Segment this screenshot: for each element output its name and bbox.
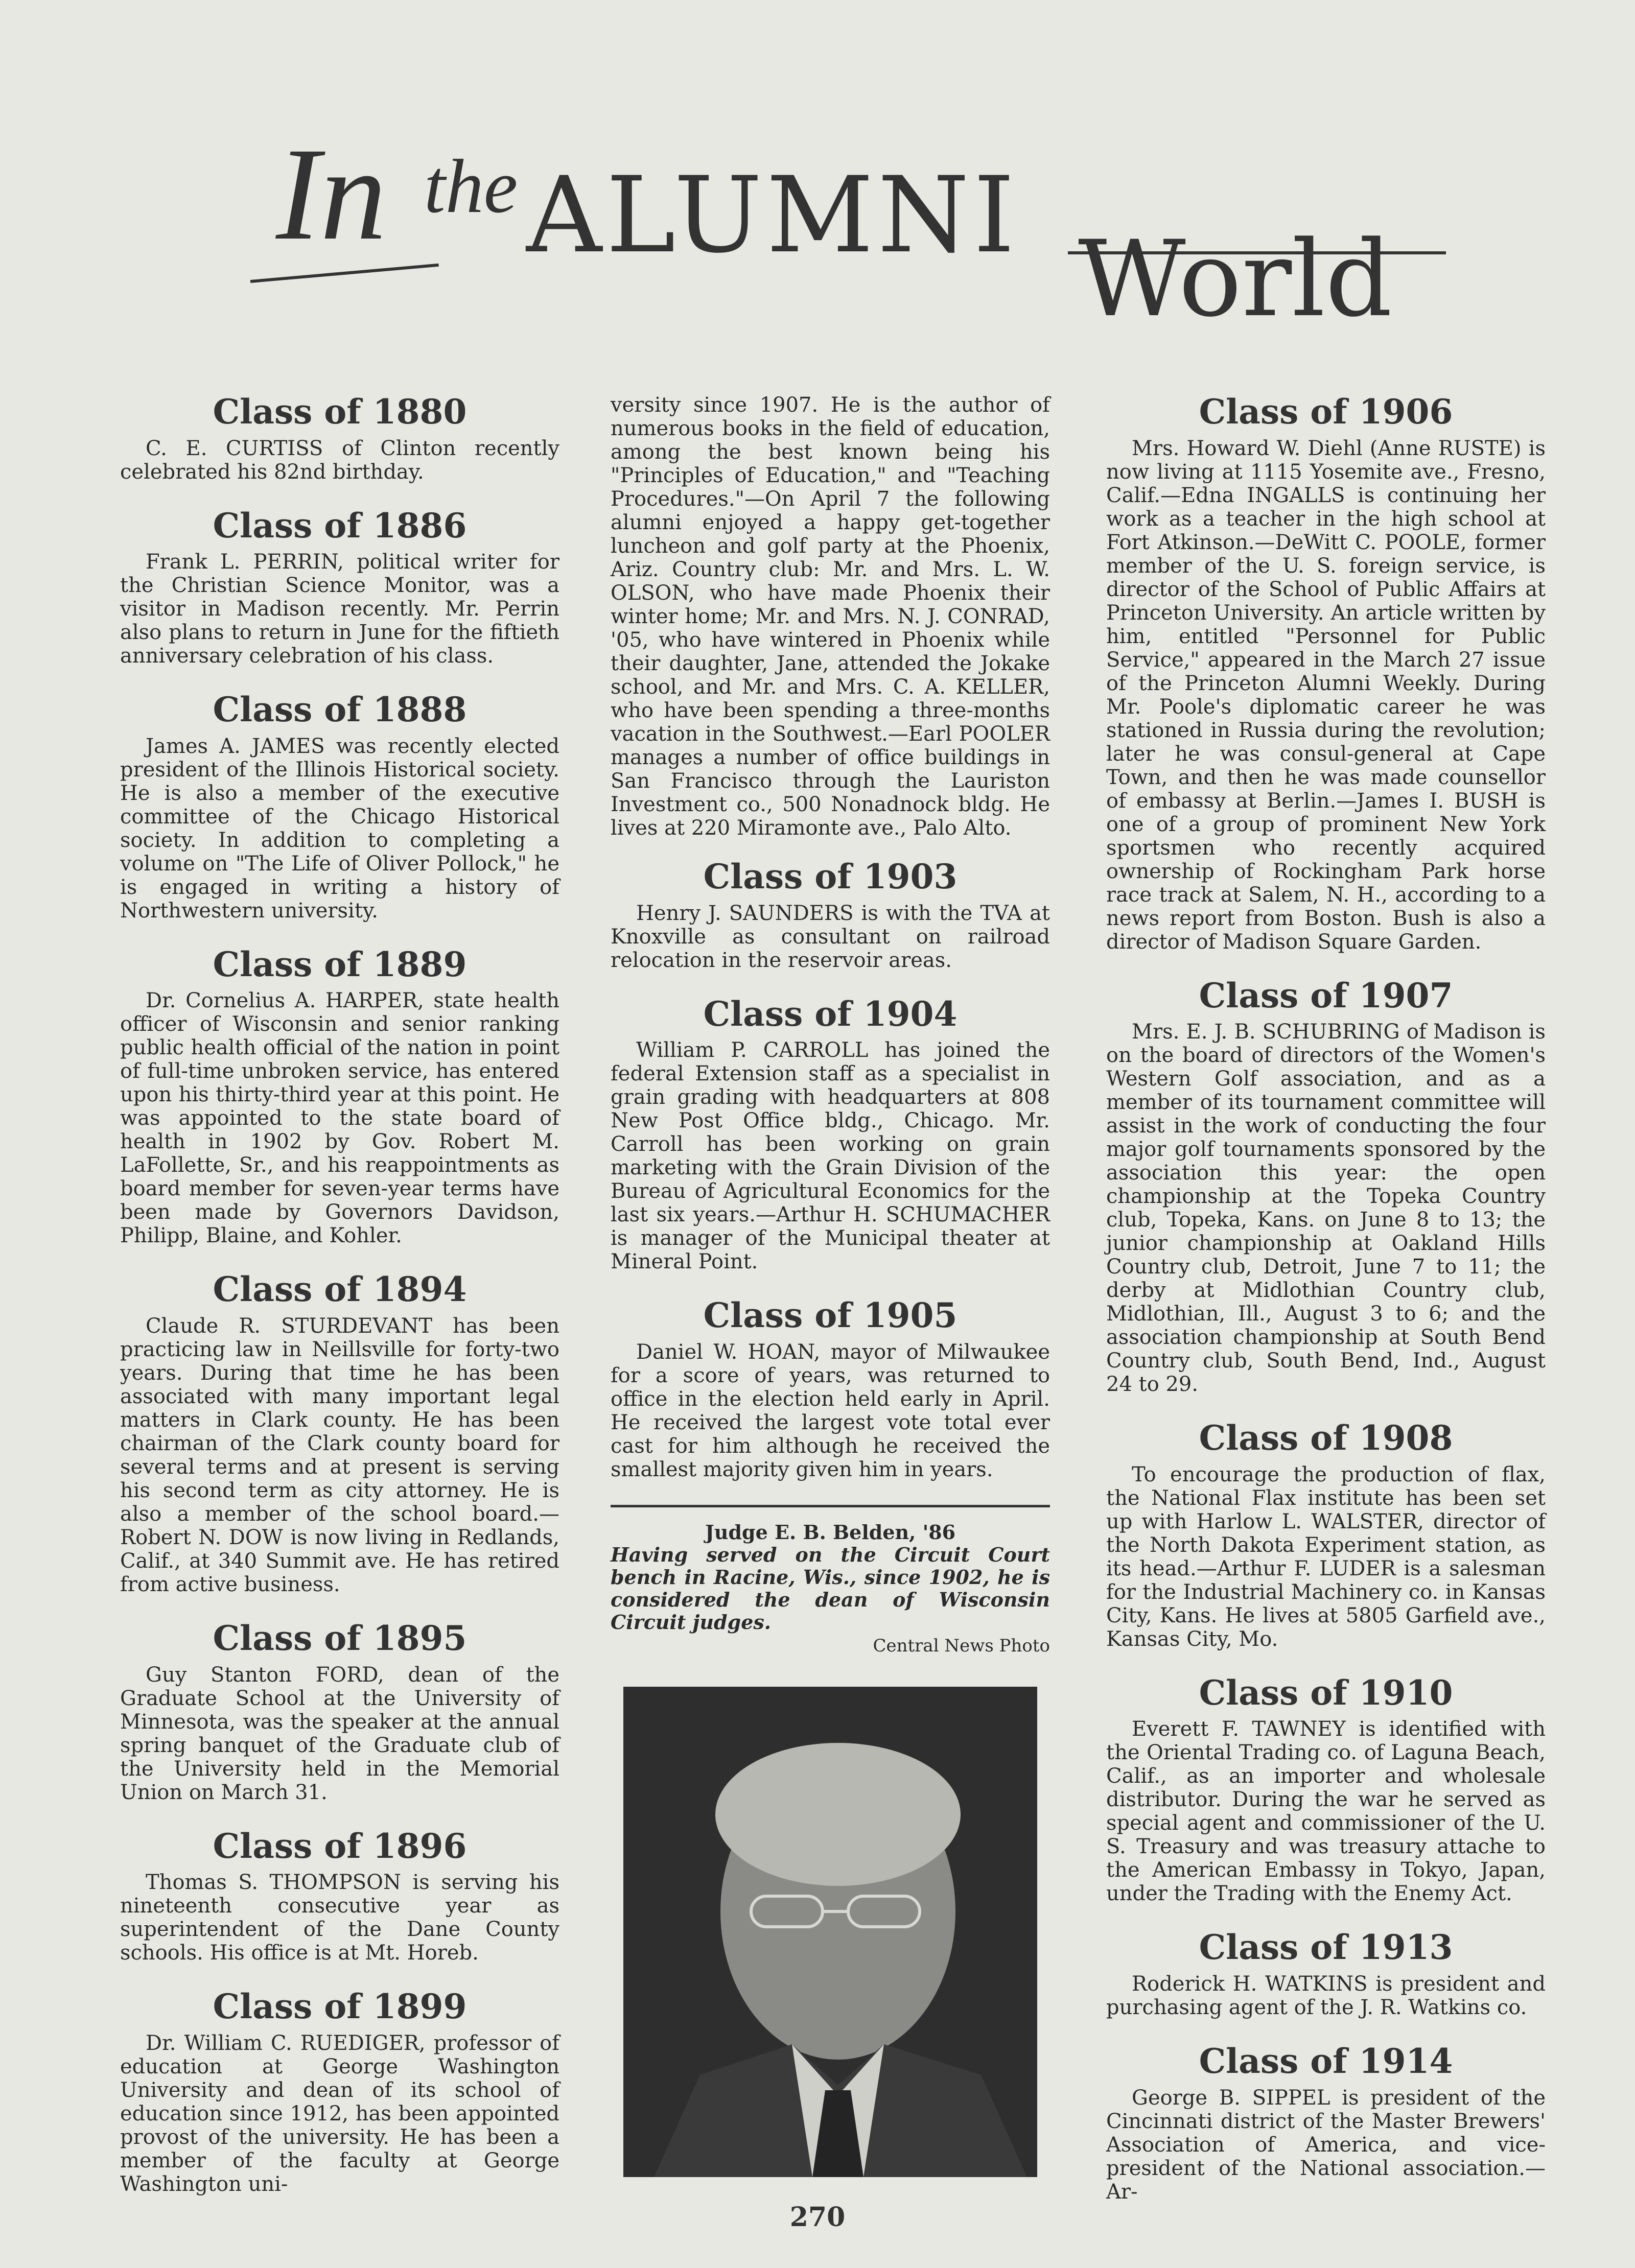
class-note: To encourage the production of flax, the National Flax institute has been set up with Harlow L. WALSTER, director of the North Dakota Experiment station, as its head.—Arthur F. LUDER is a salesman for the Industrial Machinery co. in Kansas City, Kans. He lives at 5805 Garfield ave., Kansas City, Mo. [1106,1462,1546,1651]
masthead-alumni: ALUMNI [526,155,1019,276]
class-note: Daniel W. HOAN, mayor of Milwaukee for a score of years, was returned to office in the election held early in April. He received the largest vote total ever cast for him although he received the smallest majority given him in years. [611,1340,1050,1481]
class-note: Henry J. SAUNDERS is with the TVA at Knoxville as consultant on railroad relocation in the reservoir areas. [611,901,1050,972]
class-note: Mrs. Howard W. Diehl (Anne RUSTE) is now living at 1115 Yosemite ave., Fresno, Calif.—Edna INGALLS is continuing her work as a teacher in the high school at Fort Atkinson.—DeWitt C. POOLE, former member of the U. S. foreign service, is director of the School of Public Affairs at Princeton University. An article written by him, entitled "Personnel for Public Service," appeared in the March 27 issue of the Princeton Alumni Weekly. During Mr. Poole's diplomatic career he was stationed in Russia during the revolution; later he was consul-general at Cape Town, and then he was made counsellor of embassy at Berlin.—James I. BUSH is one of a group of prominent New York sportsmen who recently acquired ownership of Rockingham Park horse race track at Salem, N. H., according to a news report from Boston. Bush is also a director of Madison Square Garden. [1106,436,1546,954]
masthead-rule [1068,251,1446,254]
class-section [1106,977,1546,1397]
class-heading: Class of 1895 [213,1618,467,1658]
class-section [120,1828,559,1965]
class-section [120,393,559,484]
class-heading: Class of 1896 [213,1826,467,1866]
class-note: Frank L. PERRIN, political writer for the Christian Science Monitor, was a visitor in Madison recently. Mr. Perrin also plans to return in June for the fiftieth anniversary celebration of his class. [120,550,559,668]
class-heading: Class of 1905 [703,1295,957,1336]
portrait-photo [623,1687,1037,2177]
class-note: Thomas S. THOMPSON is serving his nineteenth consecutive year as superintendent of the Dane County schools. His office is at Mt. Horeb. [120,1871,559,1965]
masthead [0,0,1635,358]
masthead-in: In [276,121,387,268]
class-heading: Class of 1904 [703,994,957,1034]
class-note: Guy Stanton FORD, dean of the Graduate School at the University of Minnesota, was the speaker at the annual spring banquet of the Graduate club of the University held in the Memorial Union on March 31. [120,1663,559,1804]
class-heading: Class of 1880 [213,392,467,432]
class-heading: Class of 1908 [1199,1418,1453,1458]
class-heading: Class of 1886 [213,505,467,546]
class-section [1106,2043,1546,2204]
column-middle [611,393,1050,2177]
class-heading: Class of 1907 [1199,975,1453,1015]
class-section [1106,393,1546,954]
class-heading: Class of 1888 [213,690,467,730]
class-heading: Class of 1899 [213,1987,467,2027]
photo-credit: Central News Photo [873,1635,1050,1656]
class-note: Claude R. STURDEVANT has been practicing law in Neillsville for forty-two years. During that time he has been associated with many important legal matters in Clark county. He has been chairman of the Clark county board for several terms and at present is serving his second term as city attorney. He is also a member of the school board.—Robert N. DOW is now living in Redlands, Calif., at 340 Summit ave. He has retired from active business. [120,1314,559,1596]
class-heading: Class of 1889 [213,944,467,984]
class-heading: Class of 1914 [1199,2041,1453,2081]
caption-text: Having served on the Circuit Court bench in Racine, Wis., since 1902, he is considered the dean of Wisconsin Circuit judges. [611,1543,1050,1634]
class-section [1106,1929,1546,2019]
class-section [120,507,559,668]
class-note: Dr. William C. RUEDIGER, professor of education at George Washington University and dean of its school of education since 1912, has been appointed provost of the university. He has been a member of the faculty at George Washington uni- [120,2031,559,2196]
class-section [120,1620,559,1804]
class-heading: Class of 1913 [1199,1927,1453,1968]
column-left [120,393,559,2219]
masthead-world: World [1078,219,1392,340]
class-note: George B. SIPPEL is president of the Cincinnati district of the Master Brewers' Association of America, and vice-president of the National association.—Ar- [1106,2086,1546,2204]
class-section [120,1988,559,2196]
column-right [1106,393,1546,2227]
class-heading: Class of 1910 [1199,1672,1453,1713]
portrait-image [623,1687,1037,2177]
caption-name: Judge E. B. Belden, '86 [705,1520,956,1544]
class-note: William P. CARROLL has joined the federal Extension staff as a specialist in grain grading with headquarters at 808 New Post Office bldg., Chicago. Mr. Carroll has been working on grain marketing with the Grain Division of the Bureau of Agricultural Economics for the last six years.—Arthur H. SCHUMACHER is manager of the Municipal theater at Mineral Point. [611,1038,1050,1274]
class-note: Everett F. TAWNEY is identified with the Oriental Trading co. of Laguna Beach, Calif., as an importer and wholesale distributor. During the war he served as special agent and commissioner of the U. S. Treasury and was treasury attache to the American Embassy in Tokyo, Japan, under the Trading with the Enemy Act. [1106,1717,1546,1906]
class-note: Dr. Cornelius A. HARPER, state health officer of Wisconsin and senior ranking public health official of the nation in point of full-time unbroken service, has entered upon his thirty-third year at this point. He was appointed to the state board of health in 1902 by Gov. Robert M. LaFollette, Sr., and his reappointments as board member for seven-year terms have been made by Governors Davidson, Philipp, Blaine, and Kohler. [120,989,559,1248]
class-note: Mrs. E. J. B. SCHUBRING of Madison is on the board of directors of the Women's Western Golf association, and as a member of its tournament committee will assist in the work of conducting the four major golf tournaments sponsored by the association this year: the open championship at the Topeka Country club, Topeka, Kans. on June 8 to 13; the junior championship at Oakland Hills Country club, Detroit, June 7 to 11; the derby at Midlothian Country club, Midlothian, Ill., August 3 to 6; and the association championship at South Bend Country club, South Bend, Ind., August 24 to 29. [1106,1020,1546,1397]
class-section [1106,1420,1546,1651]
class-section [611,996,1050,1274]
class-heading: Class of 1894 [213,1269,467,1310]
caption-rule [611,1505,1050,1507]
class-note: James A. JAMES was recently elected president of the Illinois Historical society. He is also a member of the executive committee of the Chicago Historical society. In addition to completing a volume on "The Life of Oliver Pollock," he is engaged in writing a history of Northwestern university. [120,734,559,923]
class-heading: Class of 1906 [1199,392,1453,432]
continued-text: versity since 1907. He is the author of numerous books in the field of education, among the best known being his "Principles of Education," and "Teaching Procedures."—On April 7 the following alumni enjoyed a happy get-together luncheon and golf party at the Phoenix, Ariz. Country club: Mr. and Mrs. L. W. OLSON, who have made Phoenix their winter home; Mr. and Mrs. N. J. CONRAD, '05, who have wintered in Phoenix while their daughter, Jane, attended the Jokake school, and Mr. and Mrs. C. A. KELLER, who have been spending a three-months vacation in the Southwest.—Earl POOLER manages a number of office buildings in San Francisco through the Lauriston Investment co., 500 Nonadnock bldg. He lives at 220 Miramonte ave., Palo Alto. [611,393,1050,840]
page-number: 270 [789,2202,846,2233]
class-section [120,691,559,923]
class-note: C. E. CURTISS of Clinton recently celebrated his 82nd birthday. [120,436,559,484]
class-section [120,1271,559,1596]
masthead-the: the [424,144,518,229]
class-note: Roderick H. WATKINS is president and purchasing agent of the J. R. Watkins co. [1106,1972,1546,2019]
class-section [1106,1674,1546,1906]
class-heading: Class of 1903 [703,857,957,896]
class-section [611,1297,1050,1481]
class-section [611,858,1050,972]
class-section [120,946,559,1248]
